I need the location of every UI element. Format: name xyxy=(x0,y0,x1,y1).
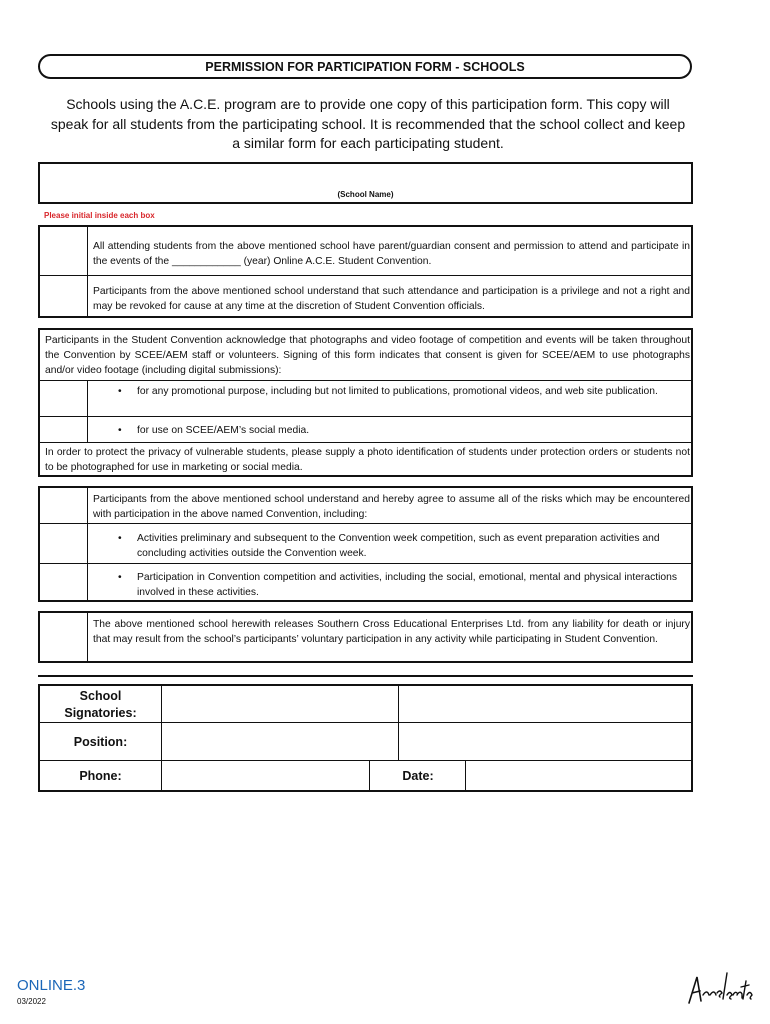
phone-field[interactable] xyxy=(163,761,368,789)
participation-text: Participation in Convention competition and activities, including the social, emotional, mental and physical interactions involved in these activities. xyxy=(137,572,677,598)
section-risks xyxy=(38,486,693,602)
bullet-icon: • xyxy=(118,386,122,397)
initial-box-activities[interactable] xyxy=(40,524,87,563)
section-media xyxy=(38,328,693,477)
position-2-field[interactable] xyxy=(400,723,690,759)
signatory-2-field[interactable] xyxy=(400,685,690,721)
media-intro-text: Participants in the Student Convention acknowledge that photographs and video footage of competition and events will be taken throughout the Convention by SCEE/AEM staff or volunteers. Signing of this form indicates that consent is given for SCEE/AEM to use photographs and/or video footage (including digital submissions): xyxy=(45,335,690,376)
section-consent xyxy=(38,225,693,318)
section-release xyxy=(38,611,693,663)
initial-box-participation[interactable] xyxy=(40,564,87,600)
bullet-icon: • xyxy=(118,425,122,436)
phone-label: Phone: xyxy=(79,769,122,783)
privilege-text: Participants from the above mentioned school understand that such attendance and participation is a privilege and not a right and may be revoked for cause at any time at the discretion of Student Convention officials. xyxy=(93,286,690,312)
initial-box-promotional[interactable] xyxy=(40,381,87,416)
bullet-icon: • xyxy=(118,533,122,544)
form-title: PERMISSION FOR PARTICIPATION FORM - SCHOOLS xyxy=(38,54,692,79)
privacy-text: In order to protect the privacy of vulnerable students, please supply a photo identification of students under protection orders or students not to be photographed for use in marketing or social media. xyxy=(45,447,690,473)
initial-box-risks[interactable] xyxy=(40,488,87,523)
form-revision-date: 03/2022 xyxy=(17,997,46,1006)
signature-table xyxy=(38,675,693,792)
initial-box-social-media[interactable] xyxy=(40,417,87,442)
position-1-field[interactable] xyxy=(163,723,397,759)
initial-box-consent[interactable] xyxy=(40,227,87,275)
date-label: Date: xyxy=(402,769,434,783)
intro-text: Schools using the A.C.E. program are to provide one copy of this participation form. This copy will speak for all students from the participating school. It is recommended that the school collect and keep a similar form for each participating student. xyxy=(50,96,686,151)
initial-note: Please initial inside each box xyxy=(44,211,155,220)
consent-text: All attending students from the above mentioned school have parent/guardian consent and permission to attend and participate in the events of the ____________ (year) Online A.C.E. Student Convention. xyxy=(93,241,690,267)
form-code: ONLINE.3 xyxy=(17,977,86,994)
school-name-field[interactable] xyxy=(38,162,693,204)
social-media-text: for use on SCEE/AEM’s social media. xyxy=(137,425,310,436)
release-text: The above mentioned school herewith releases Southern Cross Educational Enterprises Ltd. from any liability for death or injury that may result from the school’s participants’ voluntary participation in any activity while participating in Student Convention. xyxy=(93,619,690,645)
accelerate-logo xyxy=(683,965,753,1010)
initial-box-release[interactable] xyxy=(40,613,87,661)
activities-text: Activities preliminary and subsequent to the Convention week competition, such as event preparation activities and concluding activities outside the Convention week. xyxy=(137,533,660,559)
school-name-label: (School Name) xyxy=(337,190,394,199)
bullet-icon: • xyxy=(118,572,122,583)
signatories-label: School Signatories: xyxy=(64,689,137,720)
date-field[interactable] xyxy=(467,761,690,789)
position-label: Position: xyxy=(73,735,128,749)
initial-box-privilege[interactable] xyxy=(40,276,87,316)
promotional-text: for any promotional purpose, including but not limited to publications, promotional videos, and web site publication. xyxy=(137,386,658,397)
risks-intro-text: Participants from the above mentioned school understand and hereby agree to assume all of the risks which may be encountered with participation in the above named Convention, including: xyxy=(93,494,690,520)
signatory-1-field[interactable] xyxy=(163,685,397,721)
